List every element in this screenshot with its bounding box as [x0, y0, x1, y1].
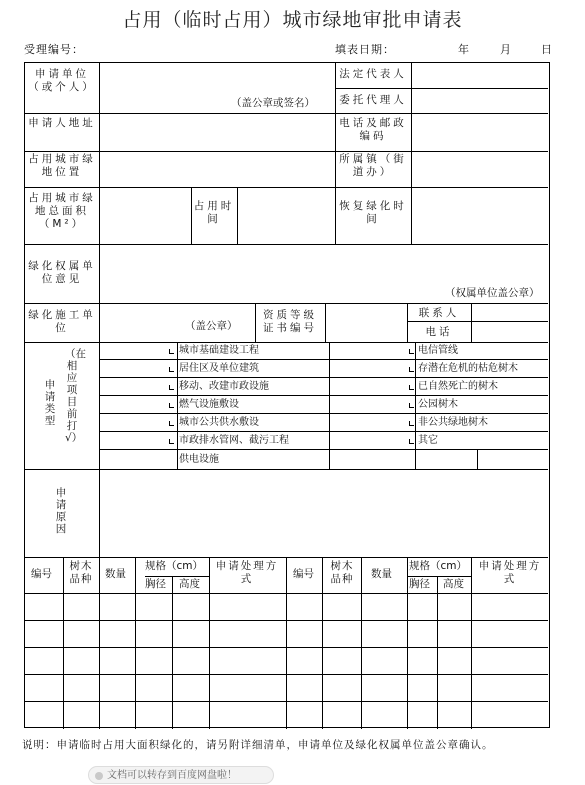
- applicant-unit-label: 申请单位（或个人）: [28, 68, 96, 93]
- checkbox-tick[interactable]: [169, 403, 174, 408]
- application-type-sublabel: （在相应项目前打√）: [65, 348, 86, 444]
- type-option[interactable]: 居住区及单位建筑: [179, 363, 259, 374]
- owner-opinion-label: 绿化权属单位意见: [28, 260, 96, 285]
- area-label: 占用城市绿地总面积（M²）: [28, 192, 96, 230]
- seal-hint: （盖公章或签名）: [231, 97, 315, 109]
- col-species: 树木品种: [330, 560, 354, 585]
- type-option[interactable]: 其它: [418, 435, 438, 446]
- year-label: 年: [458, 43, 470, 56]
- application-type-label: 申请类型: [44, 379, 56, 427]
- type-option[interactable]: 电信管线: [418, 345, 458, 356]
- type-option[interactable]: 市政排水管网、截污工程: [179, 435, 289, 446]
- agent-label: 委托代理人: [339, 94, 407, 106]
- cert-no-label: 资质等级证书编号: [263, 309, 317, 334]
- col-qty: 数量: [371, 568, 392, 580]
- restore-time-label: 恢复绿化时间: [339, 200, 407, 225]
- form-title: 占用（临时占用）城市绿地审批申请表: [122, 9, 463, 31]
- contact-label: 联系人: [418, 307, 460, 319]
- type-option[interactable]: 已自然死亡的树木: [418, 381, 498, 392]
- save-to-cloud-bar[interactable]: [88, 766, 274, 784]
- col-height: 高度: [443, 578, 464, 590]
- phone-zip-label: 电话及邮政编码: [339, 117, 407, 142]
- checkbox-tick[interactable]: [409, 403, 414, 408]
- occupy-time-label: 占用时间: [193, 200, 235, 225]
- col-method: 申请处理方式: [478, 560, 542, 585]
- cloud-icon: [95, 772, 103, 780]
- col-qty: 数量: [105, 568, 126, 580]
- location-label: 占用城市绿地位置: [28, 153, 96, 178]
- checkbox-tick[interactable]: [409, 349, 414, 354]
- save-to-cloud-text: 文档可以转存到百度网盘啦！: [107, 770, 237, 781]
- accept-no-label: 受理编号：: [24, 43, 84, 56]
- owner-seal-hint: （权属单位盖公章）: [445, 287, 540, 299]
- footnote: 说明：申请临时占用大面积绿化的，请另附详细清单，申请单位及绿化权属单位盖公章确认。: [22, 739, 494, 751]
- checkbox-tick[interactable]: [169, 385, 174, 390]
- type-option[interactable]: 公园树木: [418, 399, 458, 410]
- checkbox-tick[interactable]: [409, 367, 414, 372]
- type-option[interactable]: 城市基础建设工程: [179, 345, 259, 356]
- day-label: 日: [541, 43, 553, 56]
- application-form: [24, 62, 550, 728]
- checkbox-tick[interactable]: [169, 349, 174, 354]
- contractor-seal-hint: （盖公章）: [185, 320, 238, 332]
- checkbox-tick[interactable]: [169, 439, 174, 444]
- col-dbh: 胸径: [409, 578, 430, 590]
- type-option[interactable]: 存潜在危机的枯危树木: [418, 363, 518, 374]
- col-height: 高度: [179, 578, 200, 590]
- legal-rep-label: 法定代表人: [339, 68, 407, 80]
- type-option[interactable]: 城市公共供水敷设: [179, 417, 259, 428]
- col-dbh: 胸径: [145, 578, 166, 590]
- month-label: 月: [500, 43, 512, 56]
- col-species: 树木品种: [69, 560, 93, 585]
- type-option[interactable]: 供电设施: [179, 454, 219, 465]
- col-spec: 规格（cm）: [145, 560, 204, 572]
- type-option[interactable]: 非公共绿地树木: [418, 417, 488, 428]
- reason-label: 申请原因: [55, 487, 67, 535]
- checkbox-tick[interactable]: [409, 421, 414, 426]
- contractor-label: 绿化施工单位: [28, 309, 96, 334]
- checkbox-tick[interactable]: [409, 385, 414, 390]
- district-label: 所属镇（街道办）: [339, 153, 407, 178]
- type-option[interactable]: 燃气设施敷设: [179, 399, 239, 410]
- address-label: 申请人地址: [28, 117, 96, 129]
- tel-label: 电话: [425, 326, 453, 338]
- checkbox-tick[interactable]: [409, 439, 414, 444]
- col-spec: 规格（cm）: [409, 560, 468, 572]
- col-no: 编号: [31, 568, 52, 580]
- col-no: 编号: [293, 568, 314, 580]
- fill-date-label: 填表日期：: [335, 43, 395, 56]
- col-method: 申请处理方式: [215, 560, 279, 585]
- checkbox-tick[interactable]: [169, 421, 174, 426]
- checkbox-tick[interactable]: [169, 367, 174, 372]
- type-option[interactable]: 移动、改建市政设施: [179, 381, 269, 392]
